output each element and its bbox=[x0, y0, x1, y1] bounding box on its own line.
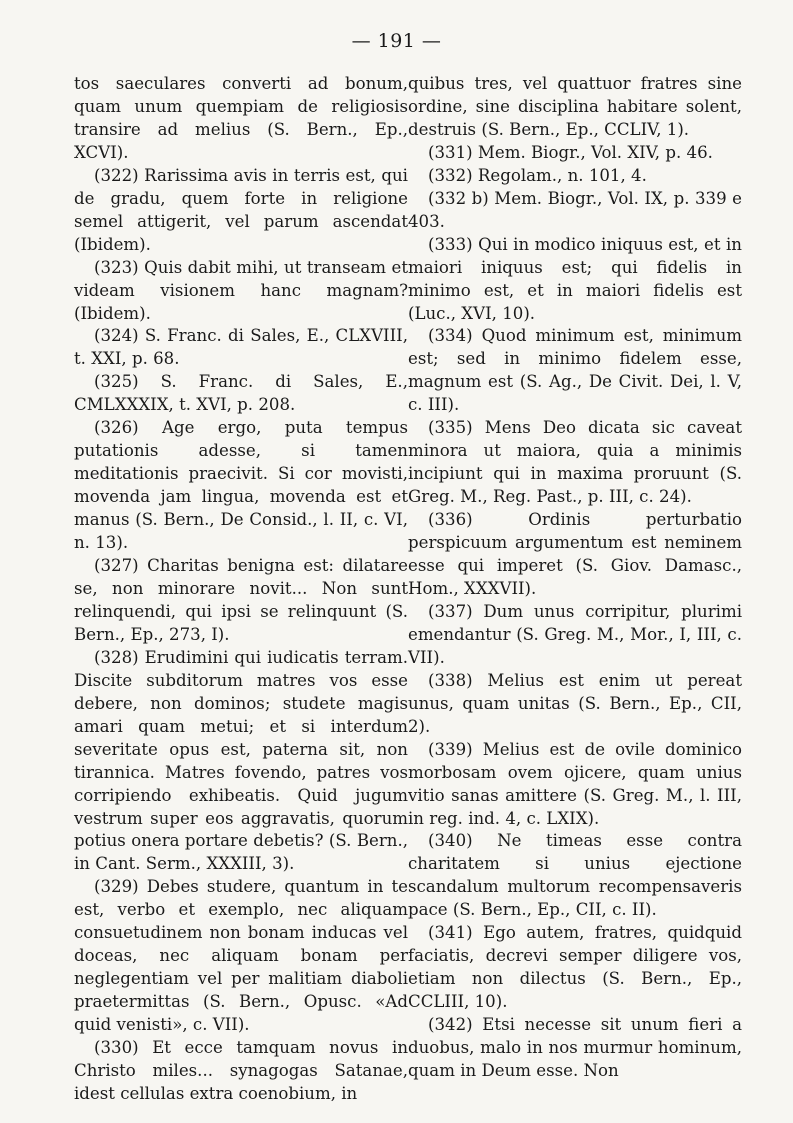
note-paragraph: (323) Quis dabit mihi, ut transeam et videam visionem hanc magnam? (Ibidem). bbox=[74, 257, 408, 323]
note-paragraph: (341) Ego autem, fratres, quidquid faciatis, decrevi semper diligere vos, etiam non dilectus (S. Bern., Ep., CCLIII, 10). bbox=[408, 923, 742, 1012]
note-paragraph: (338) Melius est enim ut pereat unus, quam unitas (S. Bern., Ep., CII, 2). bbox=[408, 670, 742, 736]
note-paragraph: (332 b) Mem. Biogr., Vol. IX, p. 339 e 403. bbox=[408, 188, 742, 231]
note-paragraph: (335) Mens Deo dicata sic caveat minora ut maiora, quia a minimis incipiunt qui in maxima proruunt (S. Greg. M., Reg. Past., p. III, c. 24). bbox=[408, 418, 742, 507]
note-paragraph: (325) S. Franc. di Sales, E., CMLXXXIX, t. XVI, p. 208. bbox=[74, 372, 408, 415]
note-paragraph: (324) S. Franc. di Sales, E., CLXVIII, t. XXI, p. 68. bbox=[74, 326, 408, 369]
page-number: — 191 — bbox=[351, 30, 442, 52]
note-paragraph: (330) Et ecce tamquam novus in Christo miles... synagogas Satanae, idest cellulas extra coenobium, in bbox=[74, 1038, 408, 1103]
note-paragraph: (327) Charitas benigna est: dilatare se, non minorare novit... Non sunt relinquendi, qui ipsi se relinquunt (S. Bern., Ep., 273, I). bbox=[74, 556, 408, 644]
left-column bbox=[74, 73, 408, 1106]
note-paragraph: (339) Melius est de ovile dominico morbosam ovem ojicere, quam unius vitio sanas amittere (S. Greg. M., l. III, in reg. ind. 4, c. LXIX). bbox=[408, 739, 742, 828]
right-column bbox=[408, 73, 742, 1083]
note-paragraph: (331) Mem. Biogr., Vol. XIV, p. 46. bbox=[428, 142, 713, 162]
note-paragraph: (332) Regolam., n. 101, 4. bbox=[428, 165, 647, 185]
note-paragraph: (322) Rarissima avis in terris est, qui de gradu, quem forte in religione semel attigerit, vel parum ascendat (Ibidem). bbox=[74, 165, 408, 254]
note-paragraph: (328) Erudimini qui iudicatis terram. Discite subditorum matres vos esse debere, non dominos; studete magis amari quam metui; et si interdum severitate opus est, paterna sit, non tirannica. Matres fovendo, patres vos corripiendo exhibeatis. Quid jugum vestrum super eos aggravatis, quorum potius onera portare debetis? (S. Bern., in Cant. Serm., XXXIII, 3). bbox=[74, 647, 408, 874]
note-paragraph: (336) Ordinis perturbatio perspicuum argumentum est neminem esse qui imperet (S. Giov. Damasc., Hom., XXXVII). bbox=[408, 510, 742, 598]
note-paragraph: (326) Age ergo, puta tempus putationis adesse, si tamen meditationis praecivit. Si cor movisti, movenda jam lingua, movenda est et manus (S. Bern., De Consid., l. II, c. VI, n. 13). bbox=[74, 418, 408, 553]
note-paragraph: tos saeculares converti ad bonum, quam unum quempiam de religiosis transire ad melius (S. Bern., Ep., XCVI). bbox=[74, 74, 408, 162]
note-paragraph: (337) Dum unus corripitur, plurimi emendantur (S. Greg. M., Mor., I, III, c. VII). bbox=[408, 601, 742, 667]
note-paragraph: quibus tres, vel quattuor fratres sine ordine, sine disciplina habitare solent, destruis (S. Bern., Ep., CCLIV, 1). bbox=[408, 74, 742, 139]
note-paragraph: (342) Etsi necesse sit unum fieri a duobus, malo in nos murmur hominum, quam in Deum esse. Non bbox=[408, 1015, 742, 1080]
note-paragraph: (340) Ne timeas esse contra charitatem si unius ejectione scandalum multorum recompensaveris pace (S. Bern., Ep., CII, c. II). bbox=[408, 831, 742, 920]
note-paragraph: (329) Debes studere, quantum in te est, verbo et exemplo, nec aliquam consuetudinem non bonam inducas vel doceas, nec aliquam bonam per neglegentiam vel per malitiam diaboli praetermittas (S. Bern., Opusc. «Ad quid venisti», c. VII). bbox=[74, 877, 408, 1035]
note-paragraph: (334) Quod minimum est, minimum est; sed in minimo fidelem esse, magnum est (S. Ag., De Civit. Dei, l. V, c. III). bbox=[408, 326, 742, 415]
note-paragraph: (333) Qui in modico iniquus est, et in maiori iniquus est; qui fidelis in minimo est, et in maiori fidelis est (Luc., XVI, 10). bbox=[408, 234, 742, 323]
